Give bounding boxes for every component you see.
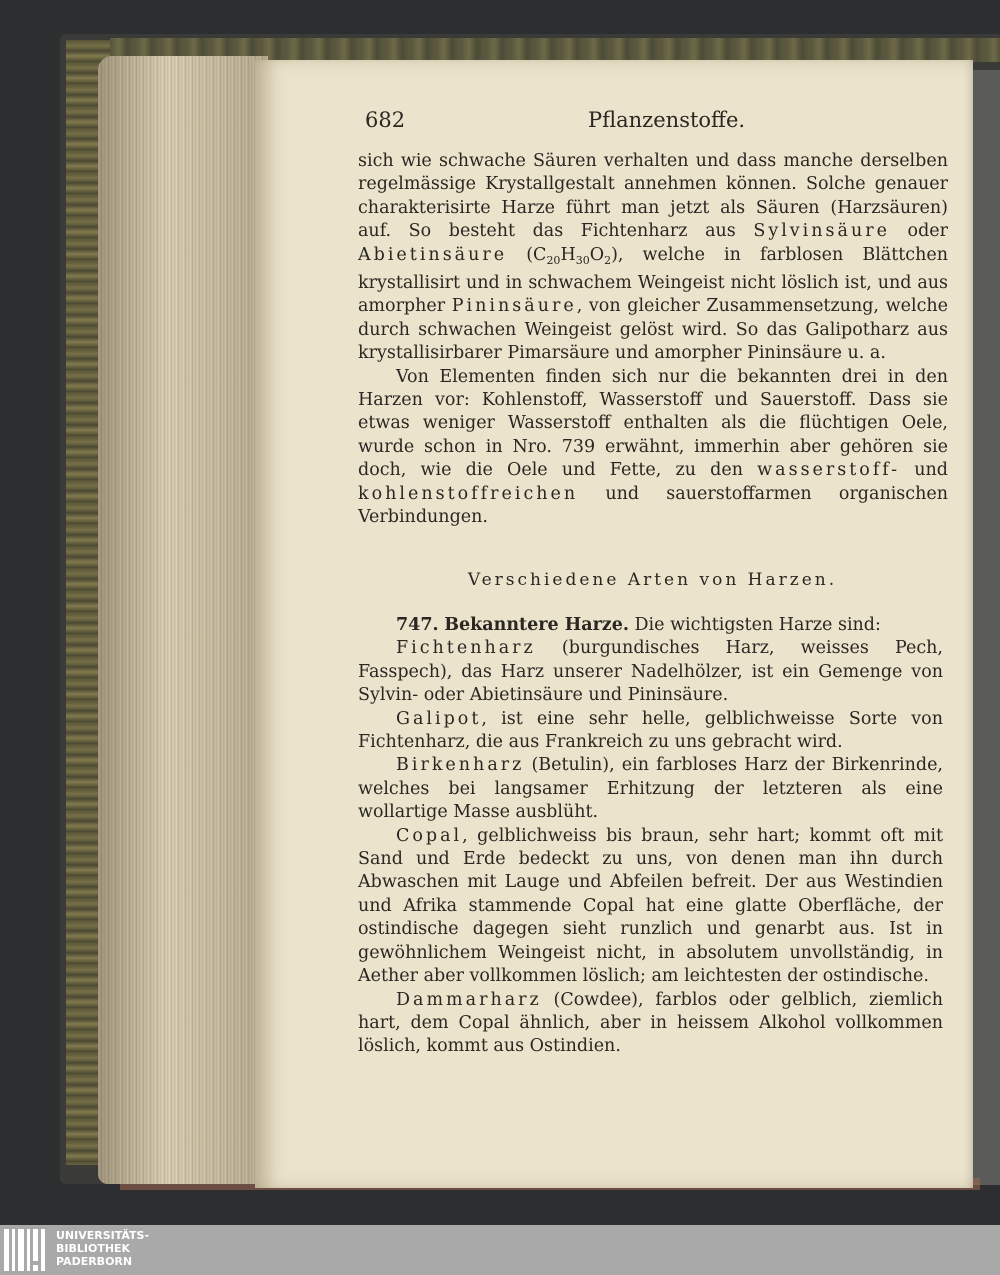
spaced-term: Pininsäure — [451, 296, 577, 317]
spaced-term: kohlenstoffreichen — [358, 483, 579, 504]
entries-text — [358, 614, 943, 1059]
text-run: und sauerstoffarmen organischen Verbindungen. — [358, 483, 948, 528]
entry-copal — [358, 825, 943, 989]
library-logo-icon — [4, 1229, 48, 1271]
spaced-term: Birkenharz — [396, 755, 525, 776]
library-footer — [0, 1225, 1000, 1275]
library-name-line-3: PADERBORN — [56, 1255, 133, 1268]
text-run: Die wichtigsten Harze sind: — [628, 615, 881, 635]
spaced-term: Abietinsäure — [358, 244, 508, 265]
page-stack-shadow — [98, 56, 268, 1184]
spaced-term: Fichtenharz — [396, 638, 536, 659]
formula-subscript: 2 — [604, 253, 612, 267]
text-run: und — [900, 460, 948, 481]
text-run: sich wie schwache Säuren verhalten und dass manche derselben regelmässige Krystallgestalt annehmen können. Solche genauer charakterisirte Harze führt man jetzt als Säuren (Harzsäuren) auf. So besteht das Fichtenharz aus — [358, 151, 948, 242]
text-run: oder — [889, 221, 948, 242]
text-run: , ist eine sehr helle, gelblichweisse Sorte von Fichtenharz, die aus Frankreich zu uns gebracht wird. — [358, 708, 943, 753]
formula-part: H — [560, 244, 576, 265]
formula-subscript: 30 — [575, 253, 590, 267]
section-heading: Verschiedene Arten von Harzen. — [467, 570, 838, 590]
entry-galipot — [358, 708, 943, 755]
spaced-term: Sylvinsäure — [753, 221, 890, 242]
text-run: (Betulin), ein farbloses Harz der Birkenrinde, welches bei langsamer Erhitzung der letzteren als eine wollartige Masse ausblüht. — [358, 755, 943, 823]
page-header — [365, 108, 965, 138]
spaced-term: Galipot — [396, 708, 482, 729]
text-run: (Cowdee), farblos oder gelblich, ziemlich hart, dem Copal ähnlich, aber in heissem Alkohol vollkommen löslich, kommt aus Ostindien. — [358, 989, 943, 1057]
spaced-term: wasserstoff- — [757, 460, 901, 481]
library-name-line-1: UNIVERSITÄTS- — [56, 1229, 150, 1242]
formula-part: (C — [507, 244, 547, 265]
page-number: 682 — [365, 108, 406, 132]
body-text — [358, 150, 948, 530]
formula-subscript: 20 — [546, 253, 561, 267]
running-title: Pflanzenstoffe. — [588, 108, 746, 132]
entry-number: 747. — [396, 615, 439, 635]
text-run: ), welche in farblosen Blättchen krystallisirt und in schwachem Weingeist nicht löslich ist, und aus amorpher — [358, 244, 948, 317]
library-name — [56, 1229, 149, 1268]
facing-page-edge — [973, 70, 1000, 1185]
paragraph-2 — [358, 366, 948, 530]
entry-birkenharz — [358, 754, 943, 824]
text-run: , von gleicher Zusammensetzung, welche durch schwachen Weingeist gelöst wird. So das Galipotharz aus krystallisirbarer Pimarsäure und amorpher Pininsäure u. a. — [358, 296, 948, 364]
entry-title: Bekanntere Harze. — [444, 615, 629, 635]
entry-fichtenharz — [358, 637, 943, 707]
entry-dammarharz — [358, 989, 943, 1059]
text-run: (burgundisches Harz, weisses Pech, Fasspech), das Harz unserer Nadelhölzer, ist ein Gemenge von Sylvin- oder Abietinsäure und Pininsäure. — [358, 638, 943, 706]
formula-part: O — [589, 244, 605, 265]
text-run: Von Elementen finden sich nur die bekannten drei in den Harzen vor: Kohlenstoff, Wasserstoff und Sauerstoff. Dass sie etwas weniger Wasserstoff enthalten als die flüchtigen Oele, wurde schon in Nro. 739 erwähnt, immerhin aber gehören sie doch, wie die Oele und Fette, zu den — [358, 366, 948, 481]
text-run: , gelblichweiss bis braun, sehr hart; kommt oft mit Sand und Erde bedeckt zu uns, von denen man ihn durch Abwaschen mit Lauge und Abfeilen befreit. Der aus Westindien und Afrika stammende Copal hat eine glatte Oberfläche, der ostindische dagegen sieht runzlich und genarbt aus. Ist in gewöhnlichem Weingeist nicht, in absolutem unvollständig, in Aether aber vollkommen löslich; am leichtesten der ostindische. — [358, 825, 943, 987]
entry-747 — [358, 614, 943, 637]
library-name-line-2: BIBLIOTHEK — [56, 1242, 131, 1255]
spaced-term: Dammarharz — [396, 989, 542, 1010]
paragraph-1 — [358, 150, 948, 366]
spaced-term: Copal — [396, 825, 463, 846]
